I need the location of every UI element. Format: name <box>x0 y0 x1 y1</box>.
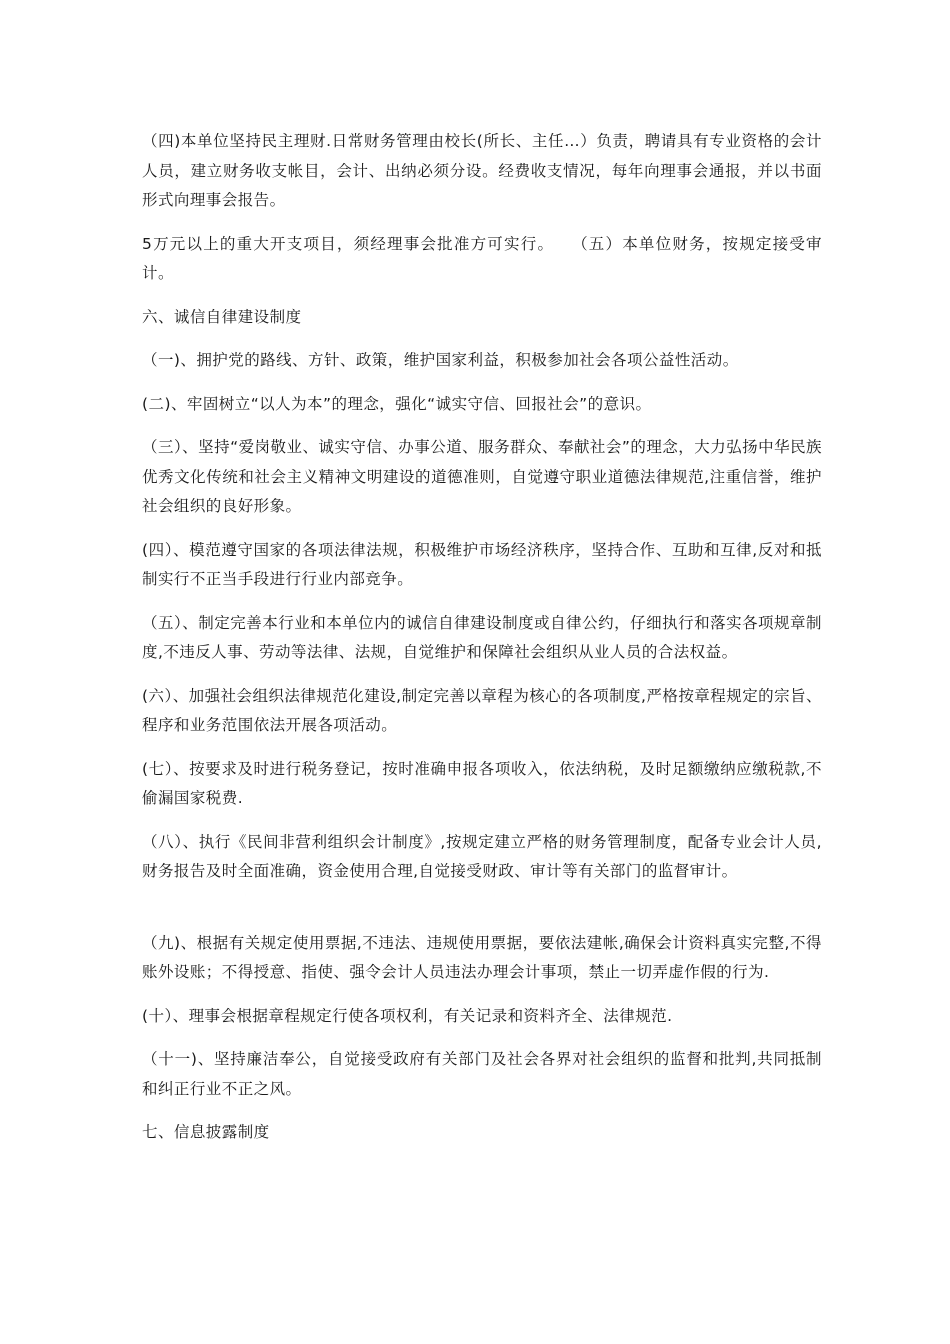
paragraph-integrity-3: （三）、坚持“爱岗敬业、诚实守信、办事公道、服务群众、奉献社会”的理念，大力弘扬中华民族优秀文化传统和社会主义精神文明建设的道德准则，自觉遵守职业道德法律规范,注重信誉，维护社会组织的良好形象。 <box>142 438 822 515</box>
paragraph-integrity-2: (二)、牢固树立“以人为本”的理念，强化“诚实守信、回报社会”的意识。 <box>142 394 652 413</box>
paragraph-integrity-5: （五）、制定完善本行业和本单位内的诚信自律建设制度或自律公约，仔细执行和落实各项规章制度,不违反人事、劳动等法律、法规，自觉维护和保障社会组织从业人员的合法权益。 <box>142 613 822 661</box>
paragraph-integrity-8: （八）、执行《民间非营利组织会计制度》,按规定建立严格的财务管理制度，配备专业会计人员,财务报告及时全面准确，资金使用合理,自觉接受财政、审计等有关部门的监督审计。 <box>142 832 822 880</box>
paragraph-integrity-11: （十一)、坚持廉洁奉公，自觉接受政府有关部门及社会各界对社会组织的监督和批判,共同抵制和纠正行业不正之风。 <box>142 1050 822 1098</box>
paragraph-integrity-1: （一)、拥护党的路线、方针、政策，维护国家利益，积极参加社会各项公益性活动。 <box>142 351 739 369</box>
section-heading-integrity: 六、诚信自律建设制度 <box>142 307 302 326</box>
paragraph-integrity-10: (十）、理事会根据章程规定行使各项权利，有关记录和资料齐全、法律规范. <box>142 1006 673 1025</box>
document-body <box>142 127 822 1162</box>
paragraph-integrity-9: （九)、根据有关规定使用票据,不违法、违规使用票据，要依法建帐,确保会计资料真实完整,不得账外设账；不得授意、指使、强令会计人员违法办理会计事项，禁止一切弄虚作假的行为. <box>142 933 822 981</box>
paragraph-finance-4: （四)本单位坚持民主理财.日常财务管理由校长(所长、主任…）负责，聘请具有专业资格的会计人员，建立财务收支帐目，会计、出纳必须分设。经费收支情况，每年向理事会通报，并以书面形式向理事会报告。 <box>142 132 822 209</box>
section-heading-disclosure: 七、信息披露制度 <box>142 1123 270 1141</box>
paragraph-integrity-7: (七）、按要求及时进行税务登记，按时准确申报各项收入，依法纳税，及时足额缴纳应缴税款,不偷漏国家税费. <box>142 759 822 807</box>
paragraph-integrity-4: (四）、模范遵守国家的各项法律法规，积极维护市场经济秩序，坚持合作、互助和互律,反对和抵制实行不正当手段进行行业内部竞争。 <box>142 540 822 588</box>
paragraph-integrity-6: (六）、加强社会组织法律规范化建设,制定完善以章程为核心的各项制度,严格按章程规定的宗旨、程序和业务范围依法开展各项活动。 <box>142 686 822 734</box>
paragraph-finance-5: 5万元以上的重大开支项目，须经理事会批准方可实行。 （五）本单位财务，按规定接受审计。 <box>142 234 822 282</box>
